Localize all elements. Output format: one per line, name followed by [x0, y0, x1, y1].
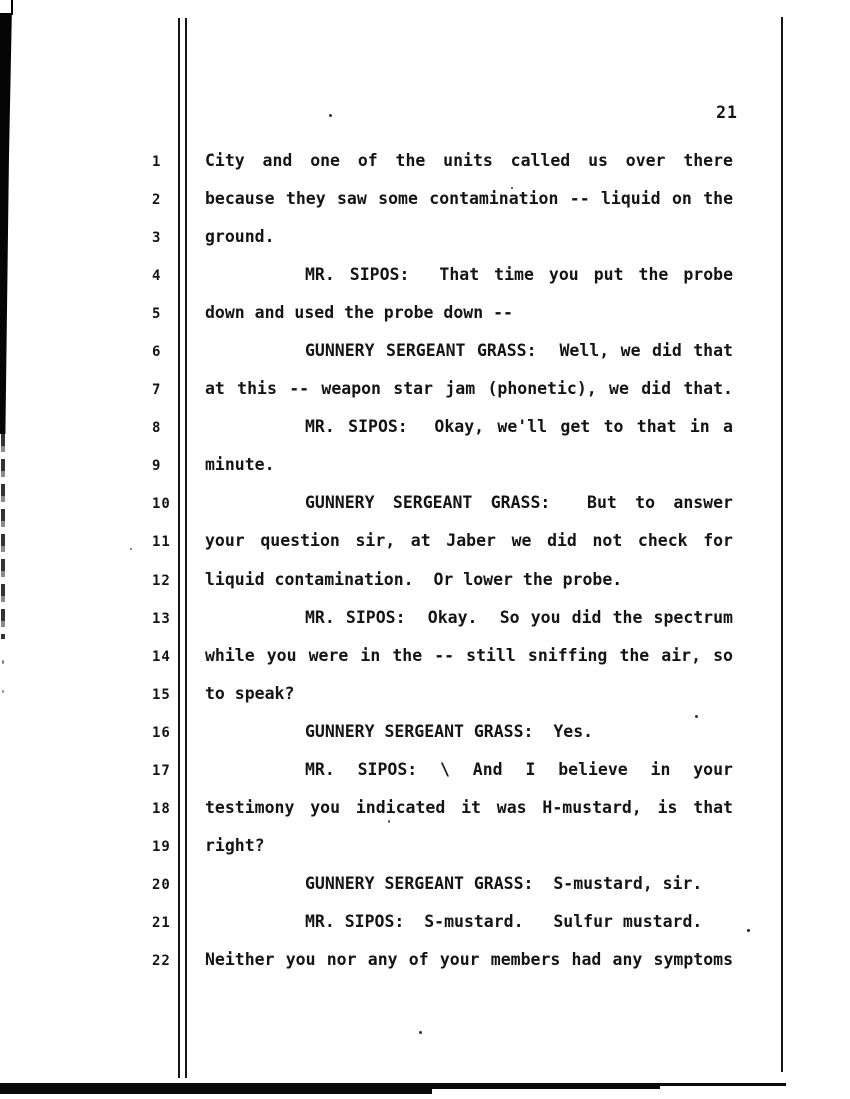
- line-number: 21: [152, 914, 171, 931]
- transcript-line: [0, 599, 850, 637]
- transcript-line: [0, 484, 850, 522]
- page-number: 21: [716, 103, 738, 122]
- line-text: testimony you indicated it was H-mustard, is that: [205, 797, 733, 817]
- line-number: 1: [152, 154, 162, 170]
- line-text: GUNNERY SERGEANT GRASS: S-mustard, sir.: [305, 873, 703, 893]
- transcript-line: [0, 370, 850, 408]
- line-number: 13: [152, 610, 171, 627]
- line-number: 16: [152, 724, 171, 741]
- transcript-line: [0, 751, 850, 789]
- transcript-line: [0, 637, 850, 675]
- transcript-line: [0, 294, 850, 332]
- line-number: 20: [152, 876, 171, 893]
- line-text: GUNNERY SERGEANT GRASS: Well, we did that: [305, 341, 733, 361]
- line-text: GUNNERY SERGEANT GRASS: But to answer: [305, 493, 733, 513]
- line-text: MR. SIPOS: Okay, we'll get to that in a: [305, 417, 733, 437]
- transcript-line: [0, 713, 850, 751]
- line-text: minute.: [205, 455, 275, 475]
- transcript-line: [0, 865, 850, 903]
- transcript-line: [0, 522, 850, 560]
- line-number: 17: [152, 762, 171, 779]
- line-text: your question sir, at Jaber we did not check for: [205, 531, 733, 551]
- line-number: 19: [152, 838, 171, 855]
- transcript-line: [0, 446, 850, 484]
- line-text: because they saw some contamination -- liquid on the: [205, 189, 733, 209]
- scan-speck: [419, 1031, 422, 1034]
- line-number: 2: [152, 192, 162, 209]
- line-text: while you were in the -- still sniffing the air, so: [205, 645, 733, 665]
- transcript-line: [0, 675, 850, 713]
- line-text: Neither you nor any of your members had any symptoms: [205, 949, 733, 969]
- line-text: right?: [205, 835, 265, 855]
- line-number: 5: [152, 306, 162, 323]
- transcript-line: [0, 827, 850, 865]
- transcript-line: [0, 941, 850, 979]
- transcript-line: [0, 332, 850, 370]
- line-text: MR. SIPOS: S-mustard. Sulfur mustard.: [305, 911, 703, 931]
- line-text: ground.: [205, 227, 275, 247]
- line-number: 22: [152, 952, 171, 969]
- line-number: 8: [152, 420, 162, 437]
- transcript-line: [0, 256, 850, 294]
- transcript-line: [0, 789, 850, 827]
- transcript-line: [0, 180, 850, 218]
- line-number: 15: [152, 686, 171, 703]
- line-text: MR. SIPOS: \ And I believe in your: [305, 759, 733, 779]
- transcript-line: [0, 142, 850, 180]
- line-number: 14: [152, 648, 171, 665]
- line-number: 7: [152, 382, 162, 399]
- line-number: 10: [152, 496, 171, 513]
- line-number: 12: [152, 572, 171, 589]
- line-text: MR. SIPOS: That time you put the probe: [305, 265, 733, 285]
- line-text: down and used the probe down --: [205, 303, 513, 323]
- line-text: City and one of the units called us over there: [205, 151, 733, 170]
- line-number: 3: [152, 230, 162, 247]
- transcript-line: [0, 218, 850, 256]
- scan-artifact-bottom-bar: [0, 1083, 432, 1094]
- transcript-line: [0, 408, 850, 446]
- line-text: to speak?: [205, 683, 295, 703]
- line-number: 6: [152, 344, 162, 361]
- line-text: liquid contamination. Or lower the probe.: [205, 569, 623, 589]
- line-number: 4: [152, 268, 162, 285]
- transcript-line: [0, 561, 850, 599]
- line-text: at this -- weapon star jam (phonetic), we did that.: [205, 379, 733, 399]
- line-text: MR. SIPOS: Okay. So you did the spectrum: [305, 607, 733, 627]
- line-number: 9: [152, 458, 162, 475]
- transcript-body: [0, 142, 850, 979]
- transcript-line: [0, 903, 850, 941]
- line-number: 11: [152, 534, 171, 551]
- line-number: 18: [152, 800, 171, 817]
- line-text: GUNNERY SERGEANT GRASS: Yes.: [305, 721, 594, 741]
- scan-artifact-corner-notch: [0, 0, 13, 15]
